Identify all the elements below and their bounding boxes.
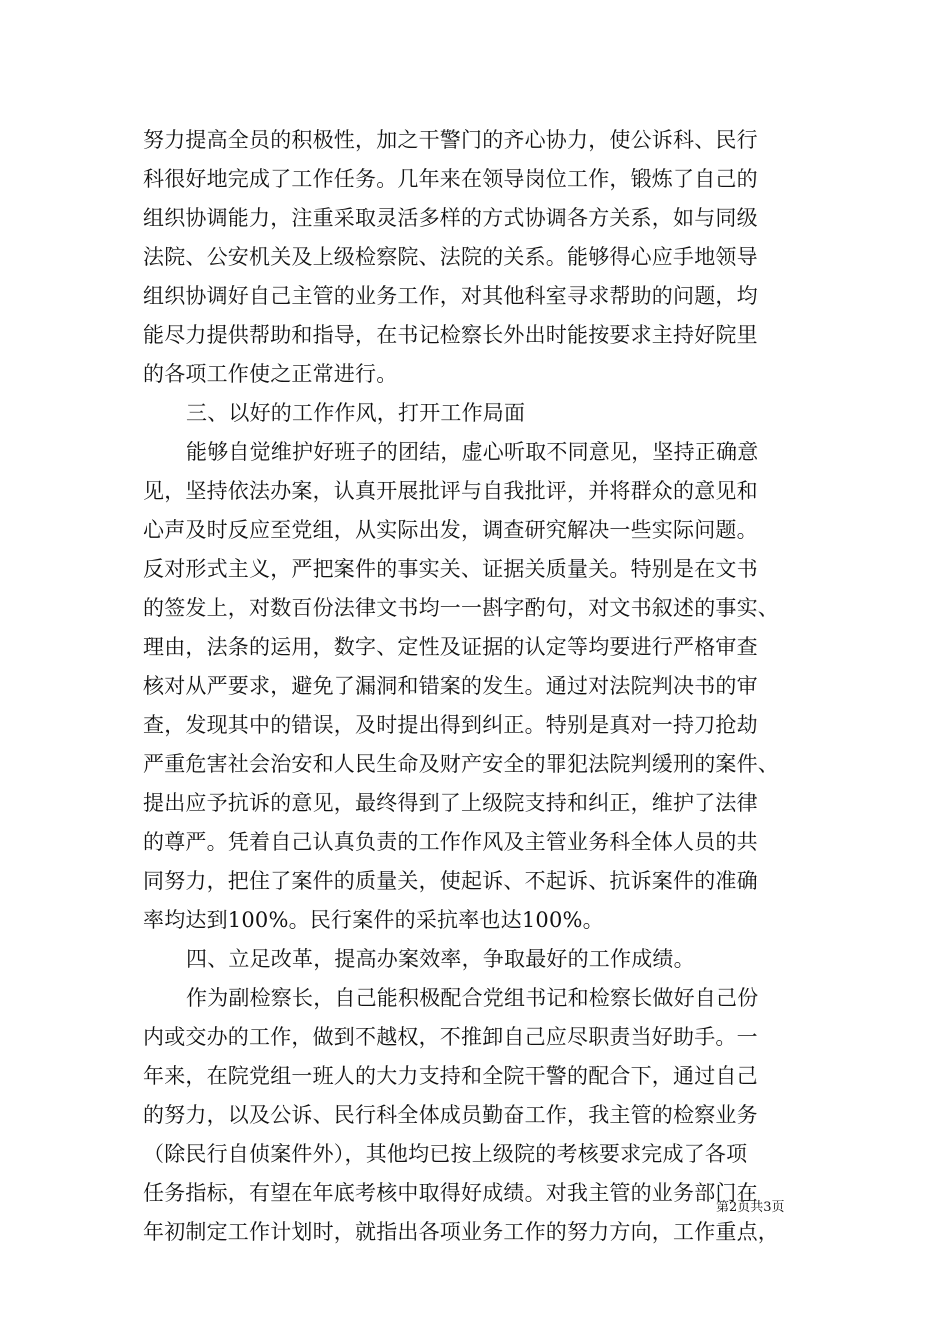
text-line: 任务指标，有望在年底考核中取得好成绩。对我主管的业务部门在	[143, 1181, 758, 1205]
text-line: 科很好地完成了工作任务。几年来在领导岗位工作，锻炼了自己的	[143, 167, 758, 191]
text-line: 心声及时反应至党组，从实际出发，调查研究解决一些实际问题。	[143, 518, 758, 542]
section-heading: 四、立足改革，提高办案效率，争取最好的工作成绩。	[186, 947, 695, 971]
text-line: 能尽力提供帮助和指导，在书记检察长外出时能按要求主持好院里	[143, 323, 758, 347]
text-line: 查，发现其中的错误，及时提出得到纠正。特别是真对一持刀抢劫	[143, 713, 758, 737]
text-line: 核对从严要求，避免了漏洞和错案的发生。通过对法院判决书的审	[143, 674, 758, 698]
text-line: 年初制定工作计划时，就指出各项业务工作的努力方向，工作重点，	[143, 1220, 779, 1244]
text-line: 年来，在院党组一班人的大力支持和全院干警的配合下，通过自己	[143, 1064, 758, 1088]
document-body	[143, 121, 825, 1252]
text-line: 组织协调好自己主管的业务工作，对其他科室寻求帮助的问题，均	[143, 284, 758, 308]
text-line: （除民行自侦案件外），其他均已按上级院的考核要求完成了各项	[143, 1142, 748, 1166]
text-line: 反对形式主义，严把案件的事实关、证据关质量关。特别是在文书	[143, 557, 758, 581]
text-line: 见，坚持依法办案，认真开展批评与自我批评，并将群众的意见和	[143, 479, 758, 503]
text-line: 率均达到100%。民行案件的采抗率也达100%。	[143, 908, 604, 932]
paragraph-start-line: 能够自觉维护好班子的团结，虚心听取不同意见，坚持正确意	[186, 440, 759, 464]
text-line: 内或交办的工作，做到不越权，不推卸自己应尽职责当好助手。一	[143, 1025, 758, 1049]
text-line: 同努力，把住了案件的质量关，使起诉、不起诉、抗诉案件的准确	[143, 869, 758, 893]
text-line: 理由，法条的运用，数字、定性及证据的认定等均要进行严格审查	[143, 635, 758, 659]
paragraph-start-line: 作为副检察长，自己能积极配合党组书记和检察长做好自己份	[186, 986, 759, 1010]
text-line: 组织协调能力，注重采取灵活多样的方式协调各方关系，如与同级	[143, 206, 758, 230]
section-heading: 三、以好的工作作风，打开工作局面	[186, 401, 526, 425]
text-line: 法院、公安机关及上级检察院、法院的关系。能够得心应手地领导	[143, 245, 758, 269]
page-number-footer: 第2页共3页	[716, 1200, 785, 1215]
text-line: 提出应予抗诉的意见，最终得到了上级院支持和纠正，维护了法律	[143, 791, 758, 815]
text-line: 的尊严。凭着自己认真负责的工作作风及主管业务科全体人员的共	[143, 830, 758, 854]
text-line: 努力提高全员的积极性，加之干警门的齐心协力，使公诉科、民行	[143, 128, 758, 152]
text-line: 的各项工作使之正常进行。	[143, 362, 398, 386]
text-line: 的努力，以及公诉、民行科全体成员勤奋工作，我主管的检察业务	[143, 1103, 758, 1127]
text-line: 的签发上，对数百份法律文书均一一斟字酌句，对文书叙述的事实、	[143, 596, 779, 620]
text-line: 严重危害社会治安和人民生命及财产安全的罪犯法院判缓刑的案件、	[143, 752, 779, 776]
